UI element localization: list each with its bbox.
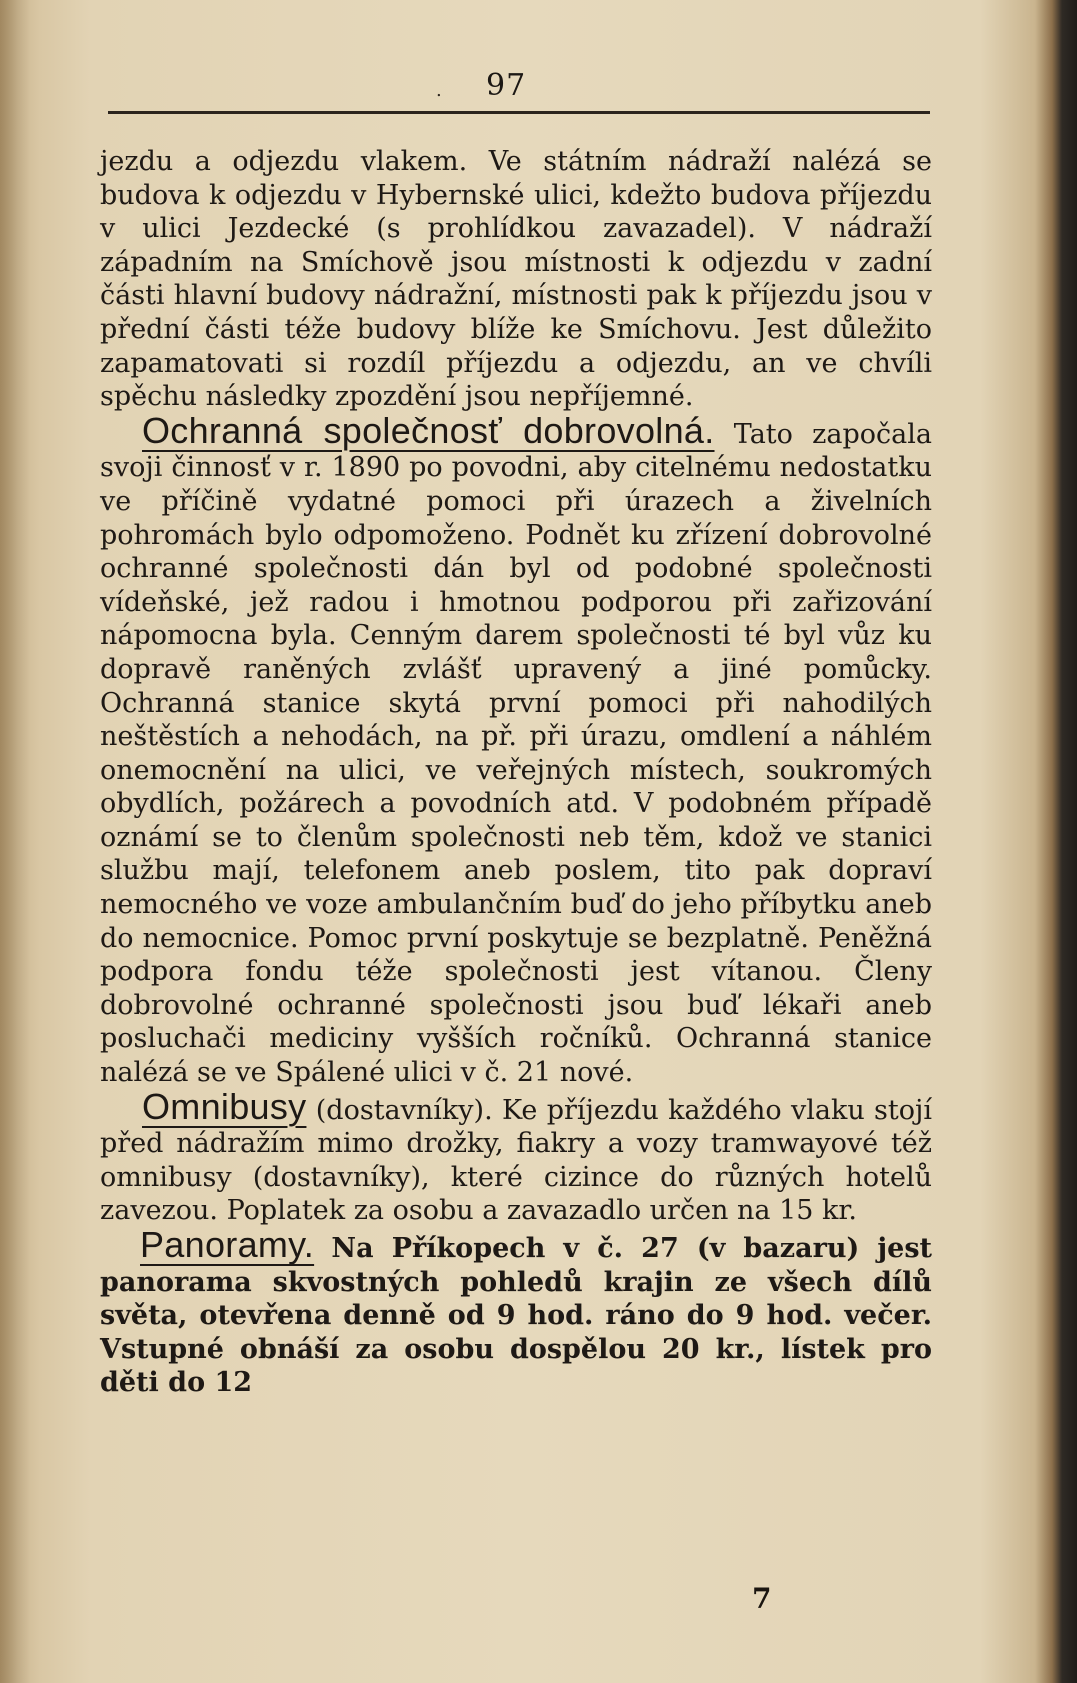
section-body-panoramy-continued: panorama skvostných pohledů krajin ze všech dílů světa, otevřena denně od 9 hod. ráno do 9 hod. večer. Vstupné obnáší za osobu dospělou 20 kr., lístek pro děti do 12 (100, 1266, 932, 1399)
section-heading-panoramy: Panoramy. (140, 1224, 315, 1265)
section-omnibusy (100, 1085, 932, 1228)
section-body-ochranna: Tato započala svoji činnosť v r. 1890 po povodni, aby citelnému nedostatku ve příčině vydatné pomoci při úrazech a živelních pohromách bylo odpomoženo. Podnět ku zřízení dobrovolné ochranné společnosti dán byl od podobné společnosti vídeňské, jež radou i hmotnou podporou při zařizování nápomocna byla. Cenným darem společnosti té byl vůz ku dopravě raněných zvlášť upravený a jiné pomůcky. Ochranná stanice skytá první pomoci při nahodilých neštěstích a nehodách, na př. při úrazu, omdlení a náhlém onemocnění na ulici, ve veřejných místech, soukromých obydlích, požárech a povodních atd. V podobném případě oznámí se to členům společnosti neb těm, kdož ve stanici službu mají, telefonem aneb poslem, tito pak dopraví nemocného ve voze ambulančním buď do jeho příbytku aneb do nemocnice. Pomoc první poskytuje se bezplatně. Peněžná podpora fondu téže společnosti jest vítanou. Členy dobrovolné ochranné společnosti jsou buď lékaři aneb posluchači mediciny vyšších ročníků. Ochranná stanice nalézá se ve Spálené ulici v č. 21 nové. (100, 418, 932, 1089)
section-body-omnibusy: (dostavníky). Ke příjezdu každého vlaku stojí před nádražím mimo drožky, fiakry a vozy tramwayové též omnibusy (dostavníky), které cizince do různých hotelů zavezou. Poplatek za osobu a zavazadlo určen na 15 kr. (100, 1094, 932, 1227)
header-dot: . (436, 80, 442, 101)
section-heading-ochranna: Ochranná společnosť dobrovolná. (142, 409, 715, 451)
page-number: 97 (486, 68, 527, 103)
section-body-panoramy: Na Příkopech v č. 27 (v bazaru) jest (331, 1233, 932, 1264)
printer-signature-mark: 7 (752, 1582, 772, 1615)
section-panoramy (100, 1224, 932, 1400)
page-edge-shadow (0, 0, 30, 1683)
section-heading-omnibusy: Omnibusy (142, 1085, 307, 1127)
page-text (100, 145, 932, 1400)
header-rule (108, 111, 930, 114)
section-ochranna (100, 409, 932, 1090)
intro-paragraph: jezdu a odjezdu vlakem. Ve státním nádraží nalézá se budova k odjezdu v Hybernské ulici, kdežto budova příjezdu v ulici Jezdecké (s prohlídkou zavazadel). V nádraží západním na Smíchově jsou místnosti k odjezdu v zadní části hlavní budovy nádražní, místnosti pak k příjezdu jsou v přední části téže budovy blíže ke Smíchovu. Jest důležito zapamatovati si rozdíl příjezdu a odjezdu, an ve chvíli spěchu následky zpozdění jsou nepříjemné. (100, 146, 932, 413)
